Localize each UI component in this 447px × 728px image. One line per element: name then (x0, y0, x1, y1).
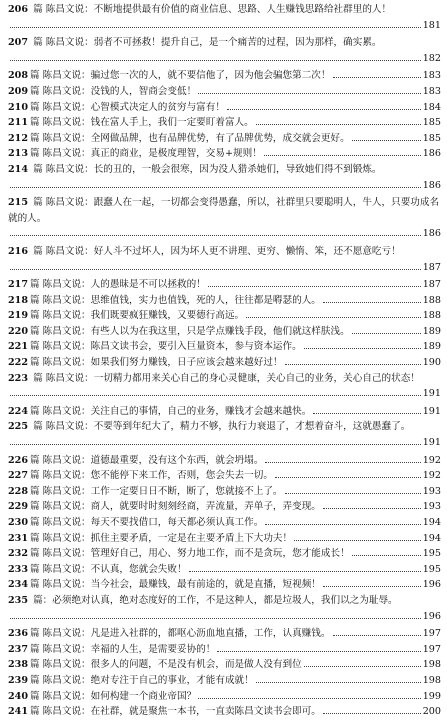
entry-prefix: 篇 陈昌文说： (30, 372, 94, 384)
entry-number: 225 (8, 421, 29, 433)
entry-prefix: 篇 陈昌文说： (30, 628, 91, 640)
leader-dots (352, 140, 421, 141)
entry-prefix: 篇 陈昌文说： (30, 341, 91, 353)
toc-entry[interactable] (8, 308, 441, 324)
entry-page-number: 190 (422, 357, 441, 369)
leader-dots (198, 93, 421, 94)
entry-title: 管理好自己，用心、努力地工作，而不是贪玩，您才能成长！ (90, 548, 350, 560)
entry-page-number: 186 (422, 228, 441, 240)
leader-dots (10, 618, 421, 619)
leader-dots (246, 317, 421, 318)
entry-prefix: 篇 陈昌文说： (30, 690, 91, 702)
entry-title: 不断地提供最有价值的商业信息、思路、人生赚钱思路给社群里的人！ (93, 4, 392, 15)
entry-title: 弱者不可拯救！提升自己，是一个痛苦的过程，因为那样，确实累。 (93, 37, 382, 49)
entry-number: 238 (8, 659, 29, 671)
leader-dots (323, 508, 421, 509)
leader-dots (313, 413, 420, 414)
entry-title: 您不能停下来工作，否则，您会失去一切。 (90, 470, 273, 482)
entry-number: 240 (8, 690, 29, 702)
entry-page-number: 189 (422, 325, 441, 337)
entry-prefix: 篇 陈昌文说： (30, 674, 91, 686)
entry-title: 人的愚昧是不可以拯救的！ (90, 279, 206, 291)
entry-page-number: 188 (422, 310, 441, 322)
entry-page-number: 197 (422, 643, 441, 655)
entry-prefix: 篇 陈昌文说： (30, 197, 94, 209)
entry-prefix: 篇 陈昌文说： (30, 4, 94, 15)
entry-page-number: 192 (422, 470, 441, 482)
entry-number: 233 (8, 563, 29, 575)
entry-title: 很多人的问题，不是没有机会，而是做人没有到位 (90, 659, 302, 671)
entry-number: 226 (8, 454, 29, 466)
entry-prefix: 篇 陈昌文说： (30, 579, 91, 591)
entry-number: 215 (8, 197, 29, 209)
entry-prefix: 篇 陈昌文说： (30, 405, 91, 417)
entry-title: 长的丑的，一般会很寒，因为没人猎杀她们，导致她们得不到锻炼。 (93, 163, 382, 175)
entry-number: 207 (8, 37, 29, 49)
entry-prefix: 篇 陈昌文说： (30, 563, 91, 575)
entry-page-number: 196 (422, 610, 441, 622)
entry-page-number: 182 (422, 52, 441, 64)
leader-dots (275, 477, 421, 478)
entry-number: 229 (8, 501, 29, 513)
entry-number: 213 (8, 148, 29, 160)
leader-dots (264, 155, 421, 156)
entry-prefix: 篇 陈昌文说： (30, 101, 91, 113)
entry-page-number: 183 (422, 85, 441, 97)
entry-number: 212 (8, 132, 29, 144)
entry-prefix: 篇 陈昌文说： (30, 70, 91, 82)
leader-dots (304, 348, 421, 349)
toc-entry[interactable] (8, 484, 441, 500)
toc-entry[interactable] (8, 162, 441, 193)
entry-title: 真正的商业，是极度理智，交易+规则！ (90, 148, 262, 160)
leader-dots (323, 302, 421, 303)
leader-dots (10, 444, 421, 445)
entry-prefix: 篇 陈昌文说： (30, 357, 91, 369)
entry-title: 心智模式决定人的贫穷与富有！ (90, 101, 225, 113)
entry-prefix: 篇 陈昌文说： (30, 294, 91, 306)
leader-dots (352, 333, 421, 334)
leader-dots (256, 682, 421, 683)
entry-title: 必须绝对认真，绝对态度好的工作，不是这种人，都是垃圾人，我们以之为耻辱。 (52, 594, 398, 606)
entry-page-number: 183 (422, 70, 441, 82)
entry-page-number: 191 (422, 405, 441, 417)
toc-entry[interactable] (8, 704, 441, 720)
toc-entry[interactable] (8, 131, 441, 147)
entry-title: 钱在富人手上，我们一定要盯着富人。 (90, 117, 254, 129)
leader-dots (285, 364, 421, 365)
entry-number: 224 (8, 405, 29, 417)
entry-page-number: 199 (422, 690, 441, 702)
entry-title: 凡是进入社群的，都呕心沥血地直播，工作，认真赚钱。 (90, 628, 331, 640)
entry-page-number: 194 (422, 517, 441, 528)
leader-dots (10, 27, 421, 28)
entry-prefix: 篇 陈昌文说： (30, 132, 91, 144)
entry-title: 当今社会，最赚钱，最有前途的，就是直播，短视频！ (90, 579, 321, 591)
toc-entry[interactable] (8, 673, 441, 689)
entry-prefix: 篇 陈昌文说： (30, 325, 91, 337)
toc-entry[interactable] (8, 546, 441, 562)
entry-page-number: 188 (422, 294, 441, 306)
entry-prefix: 篇 陈昌文说： (30, 517, 91, 528)
entry-number: 236 (8, 628, 29, 640)
entry-prefix: 篇 陈昌文说： (30, 148, 91, 160)
entry-number: 231 (8, 532, 29, 544)
entry-title: 有些人以为在我这里，只是学点赚钱手段，他们就这样肤浅。 (90, 325, 350, 337)
entry-prefix: 篇 陈昌文说： (30, 421, 94, 433)
entry-title: 幸福的人生，是需要妥协的！ (90, 643, 216, 655)
toc-entry[interactable] (8, 499, 441, 515)
toc-entry[interactable] (8, 626, 441, 642)
entry-number: 219 (8, 310, 29, 322)
entry-page-number: 191 (422, 388, 441, 400)
entry-page-number: 186 (422, 179, 441, 191)
entry-title: 全网做品牌，也有品牌优势，有了品牌优势，成交就会更好。 (90, 132, 350, 144)
leader-dots (227, 109, 421, 110)
entry-prefix: 篇 陈昌文说： (30, 163, 94, 175)
entry-prefix: 篇 陈昌文说： (30, 501, 91, 513)
entry-prefix: 篇 陈昌文说： (30, 706, 91, 718)
entry-page-number: 193 (422, 485, 441, 497)
entry-page-number: 192 (422, 454, 441, 466)
entry-page-number: 184 (422, 101, 441, 113)
leader-dots (333, 635, 421, 636)
entry-title: 骗过您一次的人，就不要信他了，因为他会骗您第二次！ (90, 70, 331, 82)
leader-dots (323, 586, 421, 587)
toc-entry[interactable] (8, 404, 441, 420)
toc-entry[interactable] (8, 515, 441, 531)
toc-entry[interactable] (8, 244, 441, 275)
toc-entry[interactable] (8, 195, 441, 242)
entry-title: 道德最重要，没有这个东西，就会坍塌。 (90, 454, 264, 466)
entry-number: 211 (8, 117, 29, 129)
leader-dots (217, 651, 420, 652)
entry-prefix: 篇 陈昌文说： (30, 245, 94, 257)
entry-number: 218 (8, 294, 29, 306)
toc-entry[interactable] (8, 100, 441, 116)
entry-number: 222 (8, 357, 29, 369)
entry-prefix: 篇 陈昌文说： (30, 532, 91, 544)
entry-title: 关注自己的事情，自己的业务，赚钱才会越来越快。 (90, 405, 312, 417)
entry-prefix: 篇 陈昌文说： (30, 485, 91, 497)
entry-number: 217 (8, 279, 29, 291)
toc-entry[interactable] (8, 562, 441, 578)
entry-number: 208 (8, 70, 29, 82)
toc-entry[interactable] (8, 593, 441, 624)
entry-number: 220 (8, 325, 29, 337)
entry-title: 每天不要找借口，每天都必须认真工作。 (90, 517, 264, 528)
entry-title: 在社群，就是聚焦一本书，一直卖陈昌文读书会即可。 (90, 706, 321, 718)
entry-page-number: 195 (422, 563, 441, 575)
entry-number: 239 (8, 674, 29, 686)
entry-number: 223 (8, 372, 29, 384)
entry-prefix: 篇 陈昌文说： (30, 454, 91, 466)
leader-dots (323, 713, 421, 714)
entry-page-number: 195 (422, 548, 441, 560)
entry-page-number: 186 (422, 148, 441, 160)
entry-number: 227 (8, 470, 29, 482)
entry-page-number: 189 (422, 341, 441, 353)
leader-dots (189, 571, 421, 572)
entry-page-number: 198 (422, 674, 441, 686)
entry-number: 209 (8, 85, 29, 97)
entry-prefix: 篇 陈昌文说： (30, 470, 91, 482)
leader-dots (265, 524, 420, 525)
entry-prefix: 篇： (30, 594, 53, 606)
toc-entry[interactable] (8, 689, 441, 705)
entry-number: 214 (8, 163, 29, 175)
toc-entry[interactable] (8, 577, 441, 593)
leader-dots (304, 666, 421, 667)
toc-entry[interactable] (8, 468, 441, 484)
leader-dots (208, 286, 421, 287)
entry-title: 跟蠢人在一起，一切都会变得愚蠢，所以，社群里只要聪明人，牛人，只要功成名就的人。 (8, 197, 440, 224)
entry-prefix: 篇 陈昌文说： (30, 117, 91, 129)
entry-prefix: 篇 陈昌文说： (30, 37, 94, 49)
entry-number: 234 (8, 579, 29, 591)
entry-title: 如果我们努力赚钱，日子应该会越来越好过！ (90, 357, 283, 369)
entry-page-number: 191 (422, 437, 441, 449)
entry-page-number: 200 (422, 706, 441, 718)
toc-entry[interactable] (8, 277, 441, 293)
leader-dots (256, 124, 421, 125)
entry-number: 232 (8, 548, 29, 560)
toc-entry[interactable] (8, 68, 441, 84)
entry-title: 商人，就要时时刻刻经商，弄流量，弄单子，弄变现。 (90, 501, 321, 513)
entry-title: 思维值钱，实力也值钱，死的人，往往都是嘚瑟的人。 (90, 294, 321, 306)
toc-entry[interactable] (8, 115, 441, 131)
entry-number: 235 (8, 594, 29, 606)
entry-number: 216 (8, 245, 29, 257)
entry-page-number: 185 (422, 117, 441, 129)
leader-dots (285, 493, 421, 494)
entry-title: 没钱的人，智商会变低！ (90, 85, 197, 97)
leader-dots (10, 395, 421, 396)
entry-title: 陈昌文读书会，要引入巨量资本，参与资本运作。 (90, 341, 302, 353)
entry-prefix: 篇 陈昌文说： (30, 85, 91, 97)
leader-dots (10, 235, 421, 236)
toc-entry[interactable] (8, 35, 441, 66)
entry-prefix: 篇 陈昌文说： (30, 548, 91, 560)
leader-dots (10, 187, 421, 188)
toc-entry[interactable] (8, 339, 441, 355)
entry-title: 好人斗不过坏人，因为坏人更不讲理、更穷、懒惰、笨，还不愿意吃亏！ (93, 245, 401, 257)
toc-entry[interactable] (8, 371, 441, 402)
toc-entry[interactable] (8, 419, 441, 450)
entry-number: 228 (8, 485, 29, 497)
entry-title: 不要等到年纪大了，精力不够，执行力衰退了，才想着奋斗，这就愚蠢了。 (93, 421, 411, 433)
toc-entry[interactable] (8, 146, 441, 162)
entry-page-number: 198 (422, 659, 441, 671)
leader-dots (10, 60, 421, 61)
entry-page-number: 187 (422, 279, 441, 291)
entry-page-number: 187 (422, 261, 441, 273)
leader-dots (352, 555, 421, 556)
entry-page-number: 196 (422, 579, 441, 591)
entry-page-number: 197 (422, 628, 441, 640)
entry-number: 221 (8, 341, 29, 353)
entry-title: 工作一定要日日不断，断了，您就接不上了。 (90, 485, 283, 497)
leader-dots (333, 77, 421, 78)
entry-title: 抓住主要矛盾，一定是在主要矛盾上下大功夫！ (90, 532, 293, 544)
leader-dots (10, 269, 421, 270)
entry-title: 如何构建一个商业帝国？ (90, 690, 197, 702)
entry-prefix: 篇 陈昌文说： (30, 279, 91, 291)
entry-number: 230 (8, 517, 29, 528)
entry-title: 绝对专注于自己的事业，才能有成就！ (90, 674, 254, 686)
toc-entry[interactable] (8, 84, 441, 100)
toc-entry[interactable] (8, 657, 441, 673)
toc-entry[interactable] (8, 355, 441, 371)
entry-number: 237 (8, 643, 29, 655)
entry-number: 210 (8, 101, 29, 113)
entry-title: 一切精力都用来关心自己的身心灵健康，关心自己的业务，关心自己的状态！ (93, 372, 420, 384)
entry-page-number: 194 (422, 532, 441, 544)
leader-dots (294, 540, 421, 541)
toc-entry[interactable] (8, 642, 441, 658)
entry-prefix: 篇 陈昌文说： (30, 659, 91, 671)
entry-number: 241 (8, 706, 29, 718)
leader-dots (265, 462, 420, 463)
toc-entry[interactable] (8, 453, 441, 469)
entry-page-number: 193 (422, 501, 441, 513)
entry-title: 我们既要疯狂赚钱，又要德行高远。 (90, 310, 245, 322)
entry-page-number: 181 (422, 19, 441, 31)
toc-entry[interactable] (8, 2, 441, 33)
entry-page-number: 185 (422, 132, 441, 144)
toc-entry[interactable] (8, 293, 441, 309)
entry-number: 206 (8, 4, 29, 15)
entry-title: 不认真，您就会失败！ (90, 563, 187, 575)
toc-entry[interactable] (8, 531, 441, 547)
leader-dots (198, 698, 421, 699)
entry-prefix: 篇 陈昌文说： (30, 643, 91, 655)
entry-prefix: 篇 陈昌文说： (30, 310, 91, 322)
toc-entry[interactable] (8, 324, 441, 340)
